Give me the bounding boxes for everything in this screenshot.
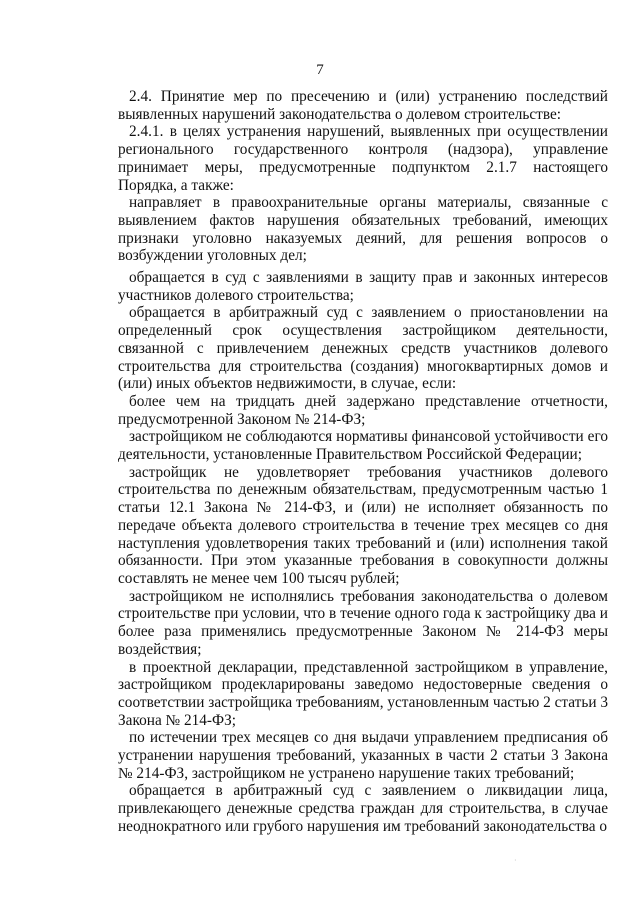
scan-speck: · <box>514 856 517 865</box>
paragraph-court-claims: обращается в суд с заявлениями в защиту прав и законных интересов участников долевого строительства; <box>118 269 608 304</box>
paragraph-arbitration-liquidation: обращается в арбитражный суд с заявлением о ликвидации лица, привлекающего денежные средства граждан для строительства, в случае неоднократного или грубого нарушения им требований законодательства о <box>118 782 608 835</box>
paragraph-arbitration-suspension: обращается в арбитражный суд с заявлением о приостановлении на определенный срок осуществления застройщиком деятельности, связанной с привлечением денежных средств участников долевого строительства для строительства (создания) многоквартирных домов и (или) иных объектов недвижимости, в случае, если: <box>118 304 608 393</box>
paragraph-project-declaration: в проектной декларации, представленной застройщиком в управление, застройщиком продекларированы заведомо недостоверные сведения о соответствии застройщика требованиям, установленным частью 2 статьи 3 Закона № 214-ФЗ; <box>118 658 608 729</box>
paragraph-2-4-1: 2.4.1. в целях устранения нарушений, выявленных при осуществлении регионального государственного контроля (надзора), управление принимает меры, предусмотренные подпунктом 2.1.7 настоящего Порядка, а также: <box>118 123 608 194</box>
paragraph-reporting-delay: более чем на тридцать дней задержано представление отчетности, предусмотренной Законом № 214-ФЗ; <box>118 392 608 428</box>
paragraph-2-4: 2.4. Принятие мер по пресечению и (или) устранению последствий выявленных нарушений законодательства о долевом строительстве: <box>118 88 608 123</box>
paragraph-financial-norms: застройщиком не соблюдаются нормативы финансовой устойчивости его деятельности, установленные Правительством Российской Федерации; <box>118 428 608 464</box>
page-number: 7 <box>316 62 324 78</box>
paragraph-law-enforcement: направляет в правоохранительные органы материалы, связанные с выявлением фактов нарушения обязательных требований, имеющих признаки уголовно наказуемых деяний, для решения вопросов о возбуждении уголовных дел; <box>118 194 608 265</box>
body-text <box>118 88 608 836</box>
paragraph-repeated-violations: застройщиком не исполнялись требования законодательства о долевом строительстве при условии, что в течение одного года к застройщику два и более раза применялись предусмотренные Законом № 214-ФЗ меры воздействия; <box>118 587 608 658</box>
paragraph-order-not-fulfilled: по истечении трех месяцев со дня выдачи управлением предписания об устранении нарушения требований, указанных в части 2 статьи 3 Закона № 214-ФЗ, застройщиком не устранено нарушение таких требований; <box>118 729 608 782</box>
paragraph-monetary-obligations: застройщик не удовлетворяет требования участников долевого строительства по денежным обязательствам, предусмотренным частью 1 статьи 12.1 Закона № 214-ФЗ, и (или) не исполняет обязанность по передаче объекта долевого строительства в течение трех месяцев со дня наступления удовлетворения таких требований и (или) исполнения такой обязанности. При этом указанные требования в совокупности должны составлять не менее чем 100 тысяч рублей; <box>118 463 608 587</box>
